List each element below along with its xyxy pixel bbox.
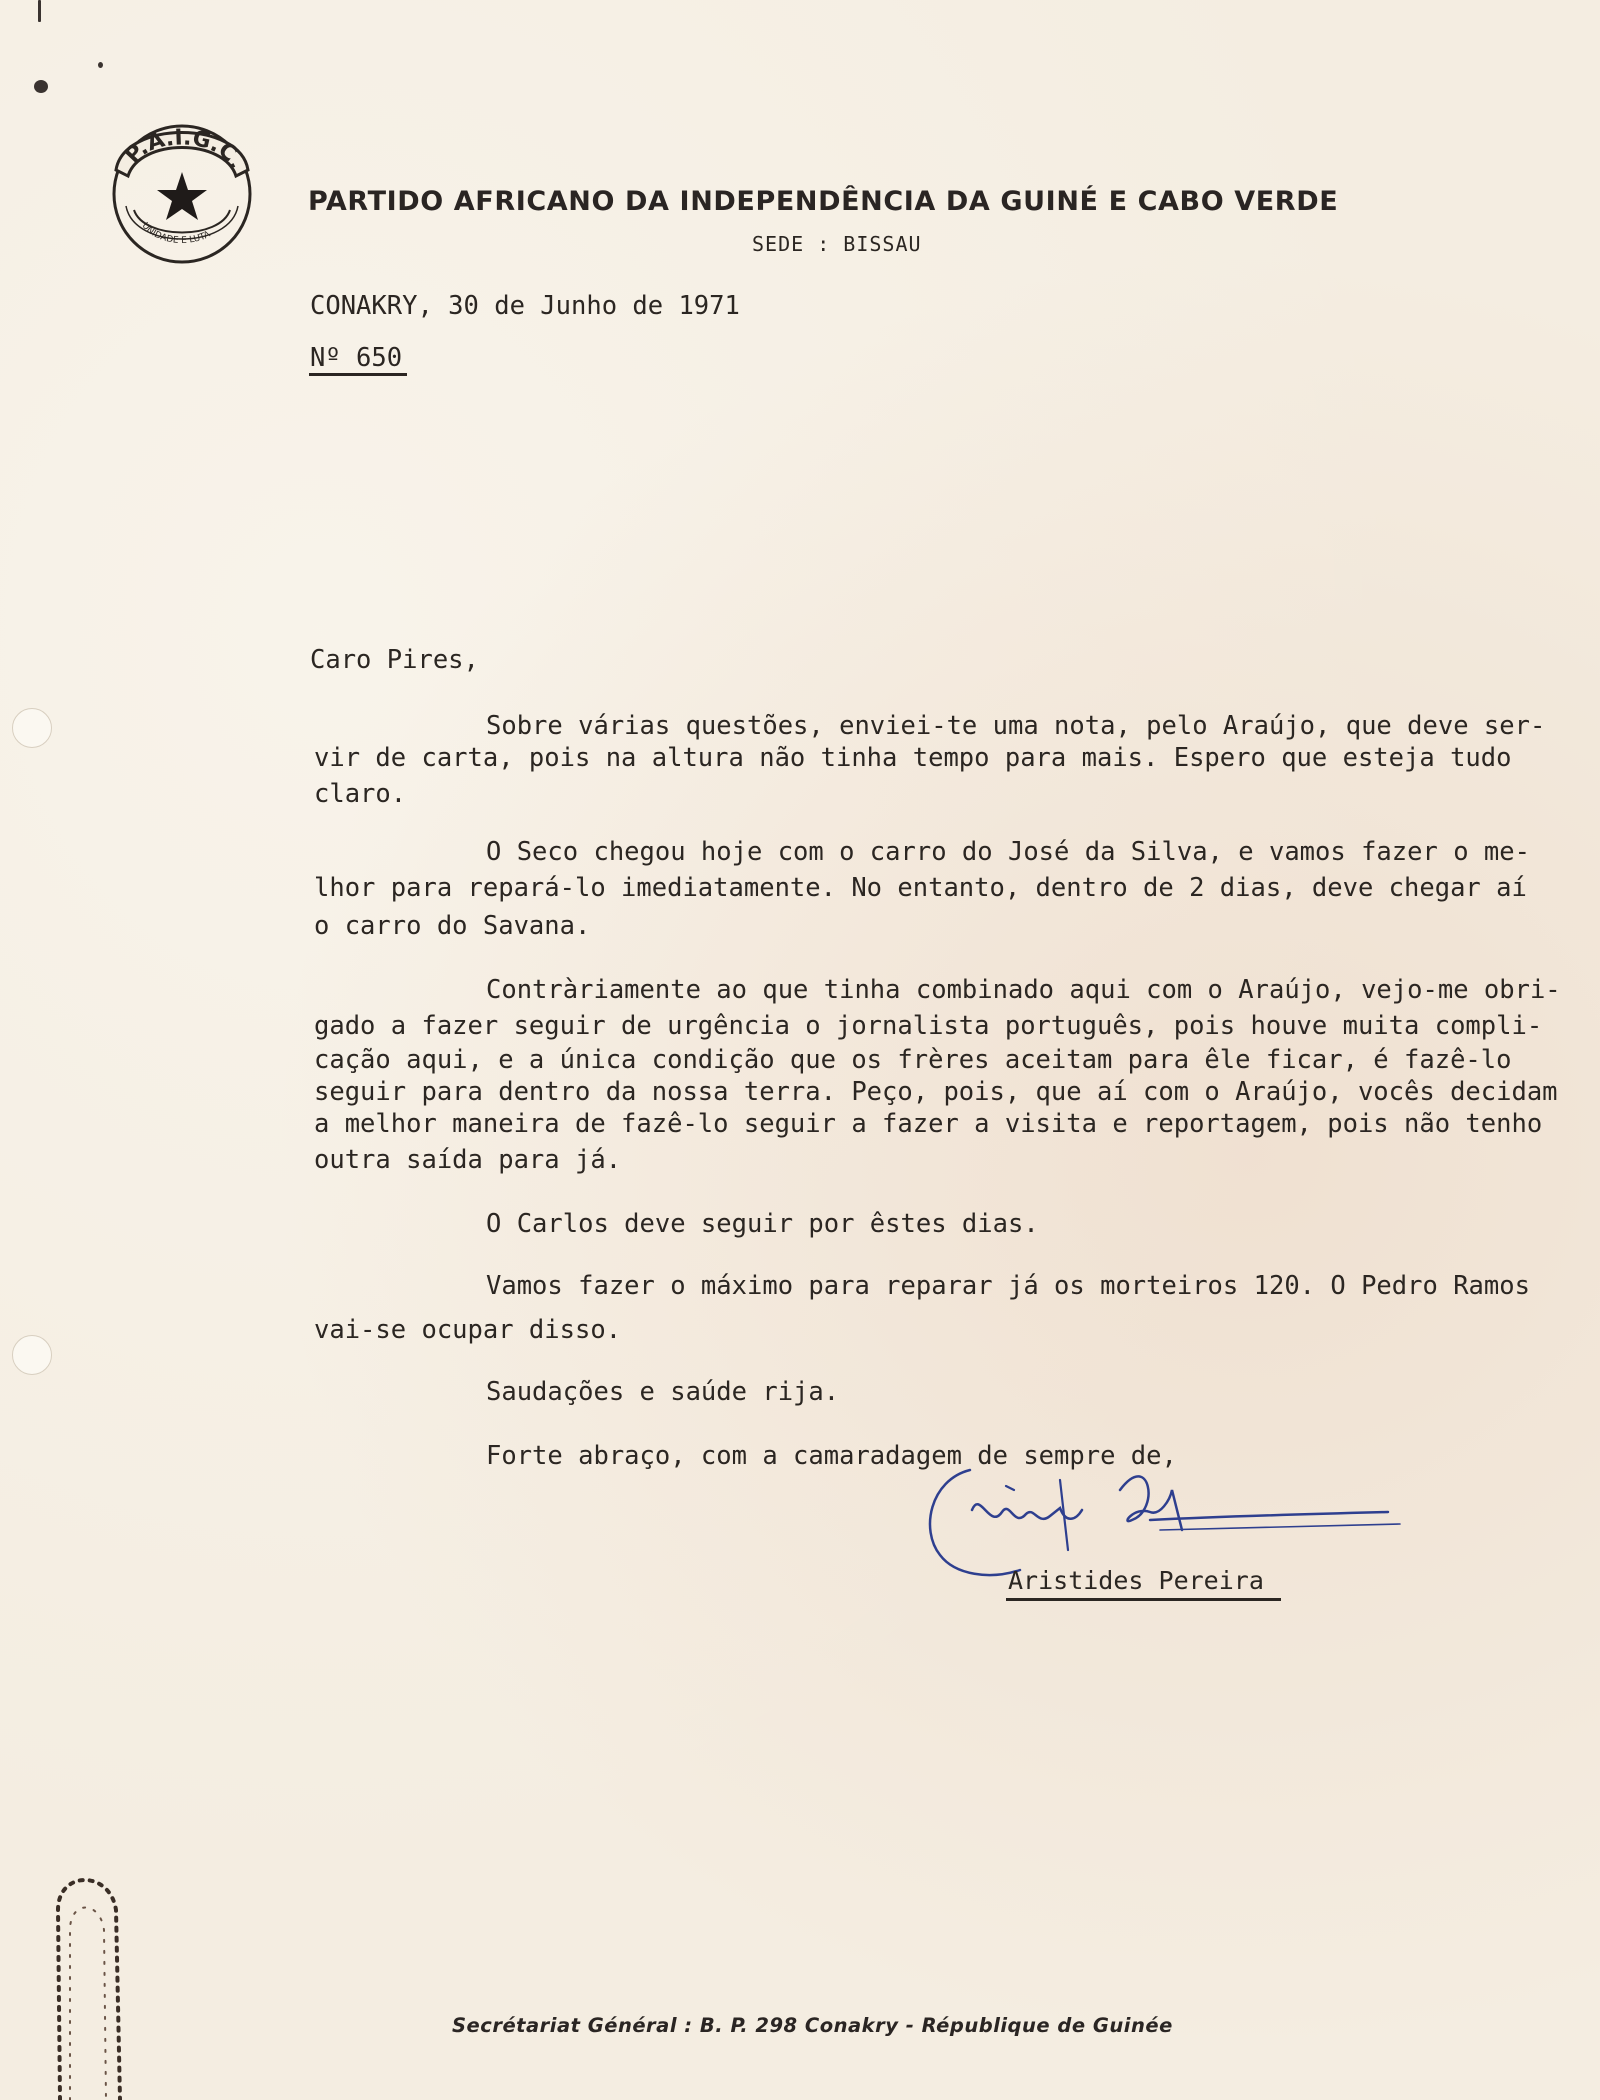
body-line: o carro do Savana. (314, 911, 591, 941)
body-line: Saudações e saúde rija. (486, 1377, 840, 1407)
ink-speck (38, 0, 41, 22)
body-line: Sobre várias questões, enviei-te uma nota, pelo Araújo, que deve ser- (486, 711, 1546, 741)
punch-hole-top (12, 708, 52, 748)
reference-underline (309, 373, 407, 376)
body-line: claro. (314, 779, 407, 809)
signer-underline (1006, 1598, 1281, 1601)
body-line: seguir para dentro da nossa terra. Peço, pois, que aí com o Araújo, vocês decidam (314, 1077, 1558, 1107)
signer-name: Aristides Pereira (1008, 1566, 1264, 1595)
body-line: Contràriamente ao que tinha combinado aqui com o Araújo, vejo-me obri- (486, 975, 1561, 1005)
organization-seat: SEDE : BISSAU (752, 232, 922, 256)
rust-stain (40, 1850, 140, 2100)
letter-greeting: Caro Pires, (310, 645, 479, 675)
body-line: O Seco chegou hoje com o carro do José da Silva, e vamos fazer o me- (486, 837, 1530, 867)
punch-hole-bottom (12, 1335, 52, 1375)
ink-speck (98, 62, 103, 68)
body-line: cação aqui, e a única condição que os frères aceitam para êle ficar, é fazê-lo (314, 1045, 1512, 1075)
body-line: a melhor maneira de fazê-lo seguir a fazer a visita e reportagem, pois não tenho (314, 1109, 1543, 1139)
body-line: Vamos fazer o máximo para reparar já os morteiros 120. O Pedro Ramos (486, 1271, 1530, 1301)
page-footer: Secrétariat Général : B. P. 298 Conakry - République de Guinée (452, 2014, 1173, 2037)
star-icon (157, 172, 207, 220)
body-line: gado a fazer seguir de urgência o jornalista português, pois houve muita compli- (314, 1011, 1543, 1041)
emblem-motto: UNIDADE E LUTA (139, 221, 213, 247)
body-line: vir de carta, pois na altura não tinha tempo para mais. Espero que esteja tudo (314, 743, 1512, 773)
body-line: O Carlos deve seguir por êstes dias. (486, 1209, 1039, 1239)
organization-name: PARTIDO AFRICANO DA INDEPENDÊNCIA DA GUINÉ E CABO VERDE (308, 186, 1339, 217)
letter-reference: Nº 650 (310, 343, 403, 373)
body-line: vai-se ocupar disso. (314, 1315, 622, 1345)
body-line: outra saída para já. (314, 1145, 622, 1175)
emblem-text: P.A.I.G.C. (120, 125, 250, 174)
ink-speck (34, 80, 48, 93)
letter-date: CONAKRY, 30 de Junho de 1971 (310, 291, 740, 321)
body-line: Forte abraço, com a camaradagem de sempre de, (486, 1441, 1177, 1471)
paigc-emblem (104, 110, 260, 270)
body-line: lhor para repará-lo imediatamente. No entanto, dentro de 2 dias, deve chegar aí (314, 873, 1527, 903)
